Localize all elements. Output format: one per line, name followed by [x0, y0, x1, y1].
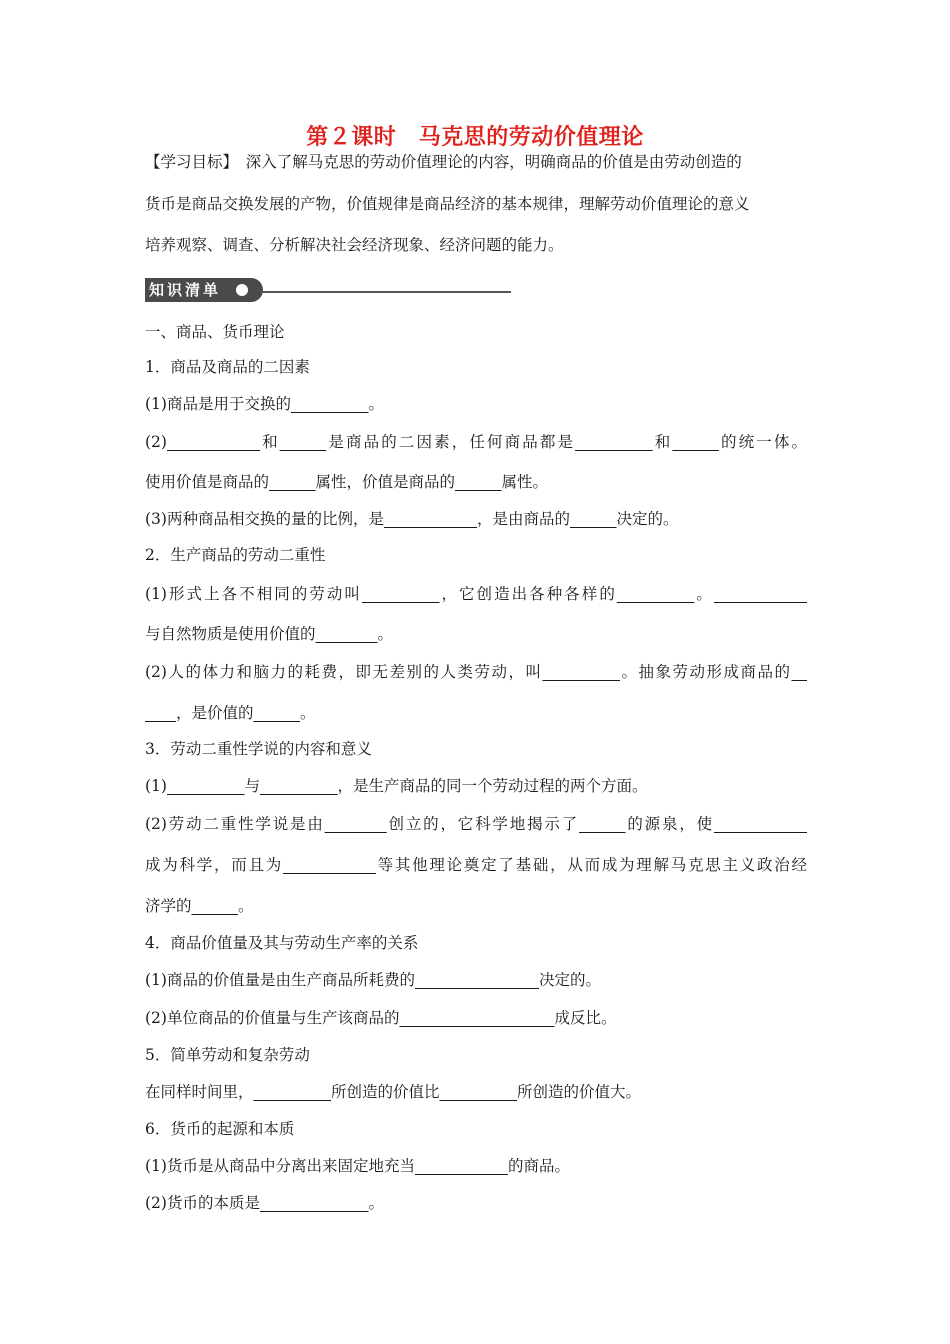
answer-blank[interactable]: ______ [672, 433, 719, 451]
answer-blank[interactable]: __ [791, 663, 807, 681]
text: 成为科学，而且为 [145, 856, 283, 874]
item-6-heading: 6．货币的起源和本质 [145, 1120, 295, 1138]
text: 等其他理论奠定了基础，从而成为理解马克思主义政治经 [375, 856, 807, 874]
answer-blank[interactable]: ____________ [166, 433, 260, 451]
answer-blank[interactable]: ______ [579, 815, 626, 833]
text: 和 [652, 433, 673, 451]
objectives-label: 【学习目标】 [145, 153, 231, 171]
answer-blank[interactable]: __________ [259, 777, 338, 795]
text: (1)货币是从商品中分离出来固定地充当 [145, 1157, 415, 1175]
answer-blank[interactable]: ______ [191, 897, 239, 915]
text: 所创造的价值比 [331, 1083, 440, 1101]
answer-blank[interactable]: ________________ [414, 971, 539, 989]
text: 决定的。 [538, 971, 601, 989]
answer-blank[interactable]: ____________ [282, 856, 376, 874]
item-3-line-d [145, 896, 254, 916]
item-1-line-c [145, 472, 548, 492]
text: 济学的 [145, 897, 192, 915]
text: (1)形式上各不相同的劳动叫 [145, 585, 362, 603]
answer-blank[interactable]: __________ [253, 1083, 332, 1101]
text: (1)商品的价值量是由生产商品所耗费的 [145, 971, 415, 989]
banner-divider [261, 291, 511, 293]
item-5-line-a [145, 1082, 641, 1102]
text: 的商品。 [507, 1157, 570, 1175]
item-3-line-c [145, 855, 807, 875]
item-4-line-a [145, 970, 601, 990]
answer-blank[interactable]: ____________ [414, 1157, 508, 1175]
item-2-line-a [145, 584, 807, 604]
item-4-line-b [145, 1008, 616, 1028]
text: (2)人的体力和脑力的耗费，即无差别的人类劳动，叫 [145, 663, 543, 681]
text: 的统一体。 [718, 433, 807, 451]
bullet-dot-icon [236, 284, 248, 296]
answer-blank[interactable]: ______ [253, 704, 301, 722]
text: (3)两种商品相交换的量的比例，是 [145, 510, 384, 528]
text: 是商品的二因素，任何商品都是 [326, 433, 576, 451]
text: 属性。 [501, 473, 549, 491]
answer-blank[interactable]: __________ [575, 433, 653, 451]
item-1-line-d [145, 509, 679, 529]
item-2-line-b [145, 624, 393, 644]
text: 。 [694, 585, 714, 603]
item-1-line-a [145, 394, 384, 414]
text: 属性，价值是商品的 [315, 473, 456, 491]
text: 和 [259, 433, 280, 451]
item-4-heading: 4．商品价值量及其与劳动生产率的关系 [145, 934, 419, 952]
objectives-line-3: 培养观察、调查、分析解决社会经济现象、经济问题的能力。 [145, 236, 564, 254]
text: 决定的。 [616, 510, 679, 528]
knowledge-list-banner [145, 278, 511, 304]
item-2-heading: 2．生产商品的劳动二重性 [145, 546, 326, 564]
answer-blank[interactable]: ______ [279, 433, 327, 451]
item-6-line-a [145, 1156, 570, 1176]
answer-blank[interactable]: ____________ [383, 510, 477, 528]
text: 成反比。 [554, 1009, 617, 1027]
item-2-line-d [145, 703, 316, 723]
item-1-line-b [145, 432, 807, 452]
text: (2)劳动二重性学说是由 [145, 815, 325, 833]
text: (2)货币的本质是 [145, 1194, 260, 1212]
text: 。抽象劳动形成商品的 [619, 663, 792, 681]
item-5-heading: 5．简单劳动和复杂劳动 [145, 1046, 310, 1064]
text: 所创造的价值大。 [517, 1083, 642, 1101]
answer-blank[interactable]: __________ [439, 1083, 518, 1101]
answer-blank[interactable]: ____________ [713, 585, 807, 603]
text: 。 [368, 1194, 384, 1212]
text: 与 [244, 777, 260, 795]
text: ，是由商品的 [476, 510, 570, 528]
answer-blank[interactable]: ________ [324, 815, 387, 833]
text: 创立的，它科学地揭示了 [386, 815, 580, 833]
text: (2) [145, 433, 167, 451]
section-heading: 一、商品、货币理论 [145, 323, 285, 341]
text: 。 [377, 625, 394, 643]
answer-blank[interactable]: __________ [166, 777, 245, 795]
page-title: 第２课时 马克思的劳动价值理论 [306, 125, 644, 150]
text: ，是生产商品的同一个劳动过程的两个方面。 [337, 777, 648, 795]
answer-blank[interactable]: __________ [290, 395, 369, 413]
text: 。 [368, 395, 384, 413]
text: (2)单位商品的价值量与生产该商品的 [145, 1009, 400, 1027]
answer-blank[interactable]: ______ [569, 510, 617, 528]
item-3-line-a [145, 776, 648, 796]
text: 。 [238, 897, 254, 915]
answer-blank[interactable]: __________ [361, 585, 440, 603]
text: ，它创造出各种各样的 [439, 585, 617, 603]
item-1-heading: 1．商品及商品的二因素 [145, 358, 310, 376]
answer-blank[interactable]: ____________ [713, 815, 807, 833]
banner-label: 知识清单 [149, 281, 222, 299]
answer-blank[interactable]: ______________ [259, 1194, 369, 1212]
answer-blank[interactable]: ____ [145, 704, 176, 722]
objectives-line-2: 货币是商品交换发展的产物，价值规律是商品经济的基本规律，理解劳动价值理论的意义 [145, 195, 750, 213]
item-3-line-b [145, 814, 807, 834]
text: ，是价值的 [176, 704, 254, 722]
item-6-line-b [145, 1193, 384, 1213]
answer-blank[interactable]: ________ [315, 625, 378, 643]
item-3-heading: 3．劳动二重性学说的内容和意义 [145, 740, 372, 758]
answer-blank[interactable]: ____________________ [399, 1009, 555, 1027]
objectives-line-1 [145, 152, 742, 172]
text: 在同样时间里， [145, 1083, 254, 1101]
text: 。 [300, 704, 316, 722]
text: 的源泉，使 [625, 815, 714, 833]
answer-blank[interactable]: ______ [269, 473, 316, 491]
answer-blank[interactable]: __________ [616, 585, 695, 603]
text: (1) [145, 777, 167, 795]
item-2-line-c [145, 662, 807, 682]
answer-blank[interactable]: ______ [455, 473, 502, 491]
objectives-text-1: 深入了解马克思的劳动价值理论的内容，明确商品的价值是由劳动创造的 [230, 153, 742, 171]
text: (1)商品是用于交换的 [145, 395, 291, 413]
text: 与自然物质是使用价值的 [145, 625, 316, 643]
answer-blank[interactable]: __________ [542, 663, 620, 681]
text: 使用价值是商品的 [145, 473, 270, 491]
